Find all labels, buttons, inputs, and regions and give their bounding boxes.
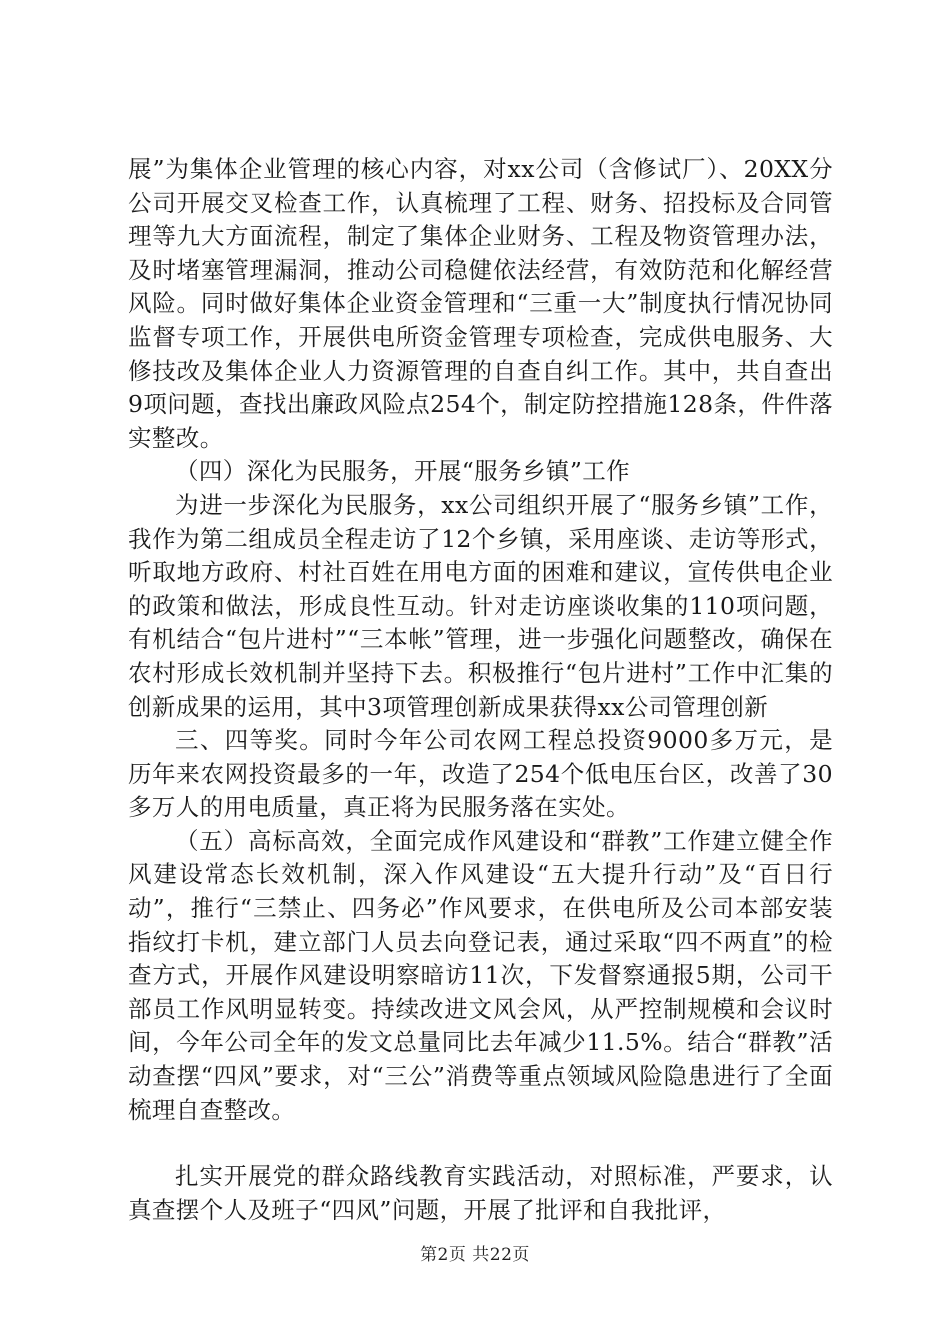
heading-section-four: （四）深化为民服务，开展“服务乡镇”工作 <box>175 457 631 486</box>
paragraph-awards-investment: 三、四等奖。同时今年公司农网工程总投资9000多万元，是历年来农网投资最多的一年，改造了254个低电压台区，改善了30多万人的用电质量，真正将为民服务落在实处。 <box>128 726 833 822</box>
page-number-footer: 第2页 共22页 <box>420 1245 530 1265</box>
paragraph-mass-line-campaign: 扎实开展党的群众路线教育实践活动，对照标准，严要求，认真查摆个人及班子“四风”问题，开展了批评和自我批评， <box>128 1162 833 1224</box>
paragraph-serve-towns: 为进一步深化为民服务，xx公司组织开展了“服务乡镇”工作，我作为第二组成员全程走访了12个乡镇，采用座谈、走访等形式，听取地方政府、村社百姓在用电方面的困难和建议，宣传供电企业的政策和做法，形成良性互动。针对走访座谈收集的110项问题，有机结合“包片进村”“三本帐”管理，进一步强化问题整改，确保在农村形成长效机制并坚持下去。积极推行“包片进村”工作中汇集的创新成果的运用，其中3项管理创新成果获得xx公司管理创新 <box>128 490 833 721</box>
paragraph-section-five: （五）高标高效，全面完成作风建设和“群教”工作建立健全作风建设常态长效机制，深入作风建设“五大提升行动”及“百日行动”，推行“三禁止、四务必”作风要求，在供电所及公司本部安装指纹打卡机，建立部门人员去向登记表，通过采取“四不两直”的检查方式，开展作风建设明察暗访11次，下发督察通报5期，公司干部员工作风明显转变。持续改进文风会风，从严控制规模和会议时间，今年公司全年的发文总量同比去年减少11.5%。结合“群教”活动查摆“四风”要求，对“三公”消费等重点领域风险隐患进行了全面梳理自查整改。 <box>128 826 833 1124</box>
paragraph-spacer <box>128 1127 833 1160</box>
paragraph-collective-enterprise: 展”为集体企业管理的核心内容，对xx公司（含修试厂）、20XX分公司开展交叉检查工作，认真梳理了工程、财务、招投标及合同管理等九大方面流程，制定了集体企业财务、工程及物资管理办法，及时堵塞管理漏洞，推动公司稳健依法经营，有效防范和化解经营风险。同时做好集体企业资金管理和“三重一大”制度执行情况协同监督专项工作，开展供电所资金管理专项检查，完成供电服务、大修技改及集体企业人力资源管理的自查自纠工作。其中，共自查出9项问题，查找出廉政风险点254个，制定防控措施128条，件件落实整改。 <box>128 155 833 452</box>
document-body <box>128 153 833 1227</box>
